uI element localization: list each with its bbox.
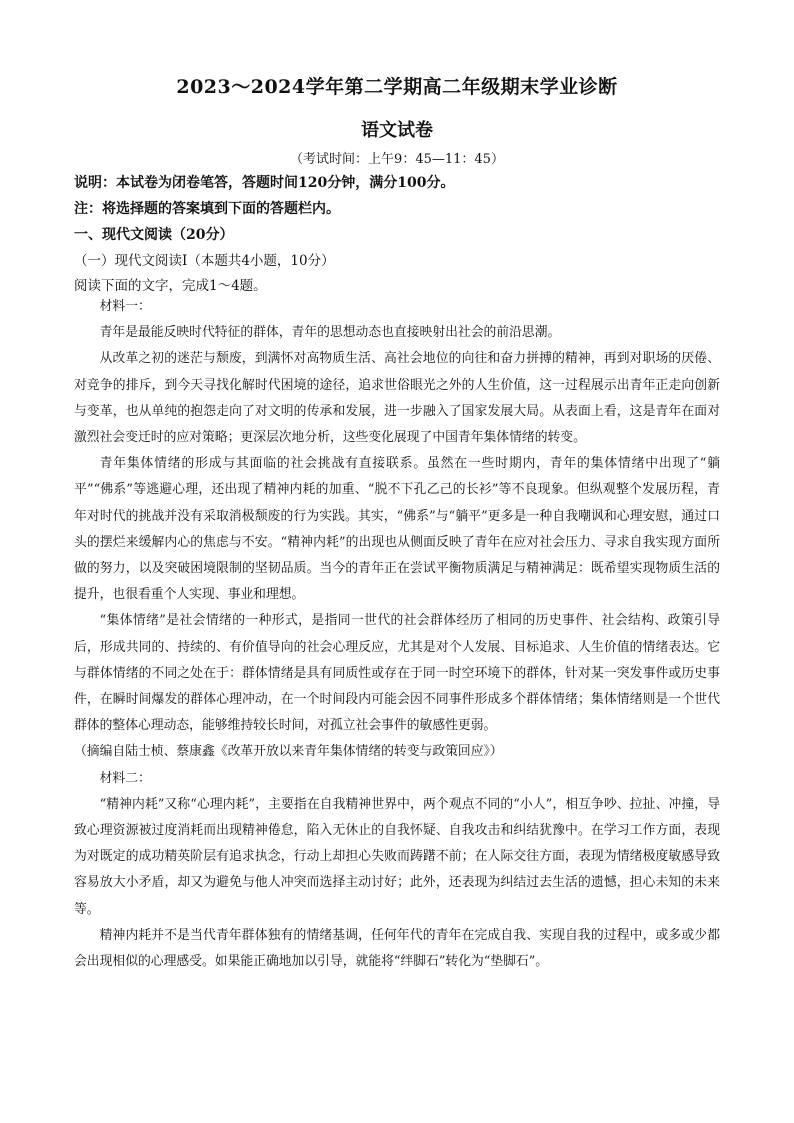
material-1-paragraph: “集体情绪”是社会情绪的一种形式，是指同一世代的社会群体经历了相同的历史事件、社会结构、政策引导后，形成共同的、持续的、有价值导向的社会心理反应，尤其是对个人发展、目标追求、人生价值的情绪表达。它与群体情绪的不同之处在于：群体情绪是具有同质性或存在于同一时空环境下的群体，针对某一突发事件或历史事件，在瞬时间爆发的群体心理冲动，在一个时间段内可能会因不同事件形成多个群体情绪；集体情绪则是一个世代群体的整体心理动态，能够维持较长时间，对孤立社会事件的敏感性更弱。 bbox=[74, 613, 720, 734]
material-1-source: （摘编自陆士桢、蔡康鑫《改革开放以来青年集体情绪的转变与政策回应》） bbox=[74, 744, 503, 760]
material-1-paragraph: 青年集体情绪的形成与其面临的社会挑战有直接联系。虽然在一些时期内，青年的集体情绪中出现了“躺平”“佛系”等逃避心理，还出现了精神内耗的加重、“脱不下孔乙己的长衫”等不良现象。但纵观整个发展历程，青年对时代的挑战并没有采取消极颓废的行为实践。其实，“佛系”与“躺平”更多是一种自我嘲讽和心理安慰，通过口头的摆烂来缓解内心的焦虑与不安。“精神内耗”的出现也从侧面反映了青年在应对社会压力、寻求自我实现方面所做的努力，以及突破困境限制的坚韧品质。当今的青年正在尝试平衡物质满足与精神满足：既希望实现物质生活的提升，也很看重个人实现、事业和理想。 bbox=[74, 456, 720, 603]
material-1-label: 材料一： bbox=[99, 299, 151, 314]
material-1-paragraph: 青年是最能反映时代特征的群体，青年的思想动态也直接映射出社会的前沿思潮。 bbox=[99, 325, 561, 341]
instruction-note-1: 说明：本试卷为闭卷笔答，答题时间120分钟，满分100分。 bbox=[74, 175, 455, 191]
exam-time: （考试时间：上午9：45—11：45） bbox=[290, 152, 504, 167]
subject-title: 语文试卷 bbox=[361, 120, 433, 141]
instruction-note-2: 注：将选择题的答案填到下面的答题栏内。 bbox=[74, 201, 340, 217]
exam-title: 2023～2024学年第二学期高二年级期末学业诊断 bbox=[176, 76, 618, 98]
material-1-paragraph: 从改革之初的迷茫与颓废，到满怀对高物质生活、高社会地位的向往和奋力拼搏的精神，再到对职场的厌倦、对竞争的排斥，到今天寻找化解时代困境的途径，追求世俗眼光之外的人生价值，这一过程展示出青年正走向创新与变革，也从单纯的抱怨走向了对文明的传承和发展，进一步融入了国家发展大局。从表面上看，这是青年在面对激烈社会变迁时的应对策略；更深层次地分析，这些变化展现了中国青年集体情绪的转变。 bbox=[74, 351, 720, 446]
material-2-label: 材料二： bbox=[99, 770, 151, 786]
section-heading: 一、现代文阅读（20分） bbox=[74, 227, 234, 243]
passage-body bbox=[74, 294, 720, 975]
material-2-paragraph: “精神内耗”又称“心理内耗”，主要指在自我精神世界中，两个观点不同的“小人”，相互争吵、拉扯、冲撞，导致心理资源被过度消耗而出现精神倦怠，陷入无休止的自我怀疑、自我攻击和纠结犹豫中。在学习工作方面，表现为对既定的成功精英阶层有追求执念，行动上却担心失败而踌躇不前；在人际交往方面，表现为情绪极度敏感导致容易放大小矛盾，却又为避免与他人冲突而选择主动讨好；此外，还表现为纠结过去生活的遗憾，担心未知的未来等。 bbox=[74, 796, 720, 917]
reading-prompt: 阅读下面的文字，完成1～4题。 bbox=[74, 278, 267, 294]
material-2-paragraph: 精神内耗并不是当代青年群体独有的情绪基调，任何年代的青年在完成自我、实现自我的过程中，或多或少都会出现相似的心理感受。如果能正确地加以引导，就能将“绊脚石”转化为“垫脚石”。 bbox=[74, 927, 720, 970]
part-heading: （一）现代文阅读Ⅰ（本题共4小题，10分） bbox=[74, 253, 335, 269]
